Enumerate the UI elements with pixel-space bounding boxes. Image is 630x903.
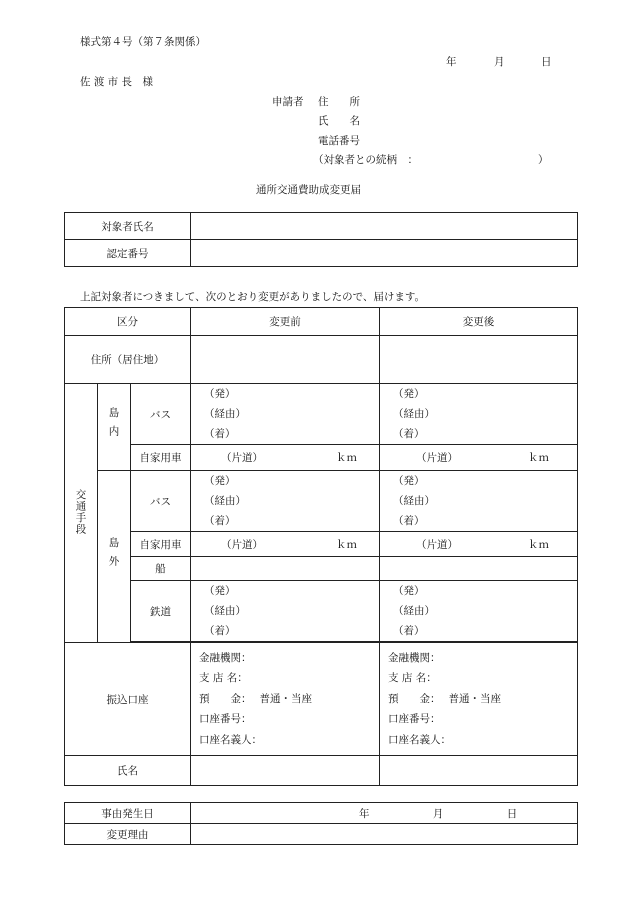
in-bus-after[interactable]	[380, 384, 578, 445]
km-unit: ｋｍ	[528, 538, 550, 551]
event-date-field[interactable]	[191, 803, 578, 824]
island-out-cell	[98, 471, 131, 643]
out-car-label: 自家用車	[131, 532, 191, 557]
ship-before[interactable]	[191, 557, 380, 581]
arrive-label: （着）	[393, 625, 425, 637]
out-bus-after[interactable]	[380, 471, 578, 532]
out-car-before[interactable]	[191, 532, 380, 557]
header-after: 変更後	[380, 308, 578, 336]
via-label: （経由）	[393, 408, 436, 420]
via-label: （経由）	[204, 495, 247, 507]
change-table	[64, 307, 578, 786]
subject-table	[64, 212, 578, 267]
subject-name-field[interactable]	[191, 213, 578, 240]
arrive-label: （着）	[204, 515, 236, 527]
depart-label: （発）	[204, 475, 236, 487]
branch-name-label: 支 店 名：	[388, 672, 437, 685]
in-bus-before[interactable]	[191, 384, 380, 445]
island-in-cell	[98, 384, 131, 471]
transport-label: 交通手段	[74, 488, 87, 535]
depart-label: （発）	[204, 388, 236, 400]
branch-name-label: 支 店 名：	[199, 672, 248, 685]
out-car-after[interactable]	[380, 532, 578, 557]
intro-text: 上記対象者につきまして、次のとおり変更がありましたので、届けます。	[80, 291, 426, 303]
depart-label: （発）	[393, 475, 425, 487]
event-date-label: 事由発生日	[65, 803, 191, 824]
arrive-label: （着）	[204, 625, 236, 637]
km-unit: ｋｍ	[336, 538, 358, 551]
address-before-field[interactable]	[191, 336, 380, 384]
subject-name-label: 対象者氏名	[65, 213, 191, 240]
transfer-before[interactable]	[191, 643, 380, 756]
transport-label-cell	[65, 384, 98, 643]
account-number-label: 口座番号：	[388, 713, 441, 726]
one-way-label: （片道）	[416, 452, 459, 464]
deposit-label: 預 金：	[199, 692, 252, 705]
cert-number-label: 認定番号	[65, 240, 191, 267]
arrive-label: （着）	[393, 428, 425, 440]
depart-label: （発）	[204, 585, 236, 597]
transfer-account-label: 振込口座	[65, 643, 191, 756]
bank-name-label: 金融機関：	[388, 651, 441, 664]
rail-before[interactable]	[191, 581, 380, 642]
event-table	[64, 802, 578, 845]
transfer-after[interactable]	[380, 643, 578, 756]
date-year: 年	[446, 56, 457, 68]
deposit-type: 普通・当座	[259, 692, 313, 705]
applicant-role: 申請者	[272, 96, 304, 108]
account-holder-label: 口座名義人：	[388, 733, 452, 746]
bank-name-label: 金融機関：	[199, 651, 252, 664]
island-out-label: 島外	[107, 536, 120, 574]
name-label: 氏名	[65, 756, 191, 786]
arrive-label: （着）	[393, 515, 425, 527]
account-holder-label: 口座名義人：	[199, 733, 263, 746]
address-after-field[interactable]	[380, 336, 578, 384]
via-label: （経由）	[204, 408, 247, 420]
event-month: 月	[432, 807, 444, 820]
cert-number-field[interactable]	[191, 240, 578, 267]
date-month: 月	[494, 56, 505, 68]
in-car-label: 自家用車	[131, 445, 191, 471]
applicant-phone-label: 電話番号	[318, 135, 360, 147]
ship-after[interactable]	[380, 557, 578, 581]
rail-label: 鉄道	[131, 581, 191, 642]
depart-label: （発）	[393, 388, 425, 400]
change-reason-label: 変更理由	[65, 824, 191, 845]
one-way-label: （片道）	[221, 538, 264, 551]
arrive-label: （着）	[204, 428, 236, 440]
in-car-after[interactable]	[380, 445, 578, 471]
header-before: 変更前	[191, 308, 380, 336]
km-unit: ｋｍ	[528, 452, 550, 464]
via-label: （経由）	[393, 605, 436, 617]
applicant-relation-close: ）	[538, 154, 549, 166]
rail-after[interactable]	[380, 581, 578, 642]
one-way-label: （片道）	[416, 538, 459, 551]
km-unit: ｋｍ	[336, 452, 358, 464]
via-label: （経由）	[393, 495, 436, 507]
in-car-before[interactable]	[191, 445, 380, 471]
date-day: 日	[541, 56, 552, 68]
out-bus-before[interactable]	[191, 471, 380, 532]
one-way-label: （片道）	[221, 452, 264, 464]
account-number-label: 口座番号：	[199, 713, 252, 726]
ship-label: 船	[131, 557, 191, 581]
change-reason-field[interactable]	[191, 824, 578, 845]
depart-label: （発）	[393, 585, 425, 597]
deposit-label: 預 金：	[388, 692, 441, 705]
in-bus-label: バス	[131, 384, 191, 445]
document-title: 通所交通費助成変更届	[256, 184, 361, 196]
form-number: 様式第４号（第７条関係）	[80, 36, 206, 48]
event-day: 日	[506, 807, 518, 820]
applicant-name-label: 氏 名	[318, 115, 360, 127]
applicant-relation-label: （対象者との続柄 ：	[313, 154, 418, 166]
out-bus-label: バス	[131, 471, 191, 532]
addressee: 佐 渡 市 長 様	[80, 76, 154, 88]
address-label: 住所（居住地）	[65, 336, 191, 384]
island-in-label: 島内	[107, 407, 120, 444]
applicant-address-label: 住 所	[318, 96, 360, 108]
header-category: 区分	[65, 308, 191, 336]
name-before-field[interactable]	[191, 756, 380, 786]
deposit-type: 普通・当座	[448, 692, 502, 705]
name-after-field[interactable]	[380, 756, 578, 786]
event-year: 年	[359, 807, 370, 820]
via-label: （経由）	[204, 605, 247, 617]
